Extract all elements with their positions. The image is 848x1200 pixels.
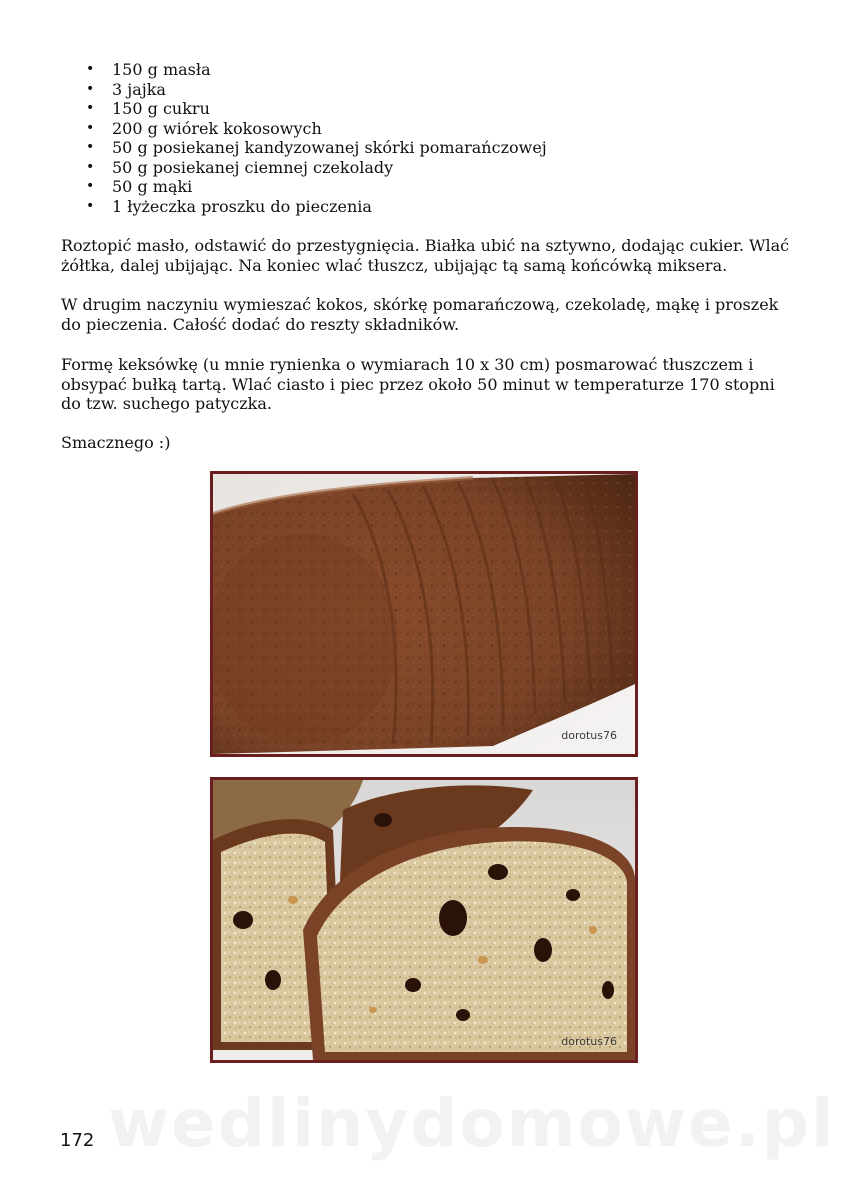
- instruction-paragraph-2: W drugim naczyniu wymieszać kokos, skórkę pomarańczową, czekoladę, mąkę i proszek do pieczenia. Całość dodać do reszty składników.: [61, 295, 779, 334]
- cake-loaf-image: [213, 474, 635, 754]
- list-item: • 50 g posiekanej ciemnej czekolady: [112, 158, 547, 178]
- cake-loaf-photo: [210, 471, 638, 757]
- photo-credit: dorotus76: [561, 729, 617, 742]
- closing-line: Smacznego :): [61, 433, 171, 452]
- photo-credit: dorotus76: [561, 1035, 617, 1048]
- instruction-paragraph-1: Roztopić masło, odstawić do przestygnięcia. Białka ubić na sztywno, dodając cukier. Wlać żółtka, dalej ubijając. Na koniec wlać tłuszcz, ubijając tą samą końcówką miksera.: [61, 236, 790, 275]
- cake-slices-image: [213, 780, 635, 1060]
- list-item: • 200 g wiórek kokosowych: [112, 119, 547, 139]
- list-item: • 50 g posiekanej kandyzowanej skórki pomarańczowej: [112, 138, 547, 158]
- instruction-paragraph-3: Formę keksówkę (u mnie rynienka o wymiarach 10 x 30 cm) posmarować tłuszczem i obsypać bułką tartą. Wlać ciasto i piec przez około 50 minut w temperaturze 170 stopni do tzw. suchego patyczka.: [61, 355, 775, 413]
- list-item: • 50 g mąki: [112, 177, 547, 197]
- list-item: • 1 łyżeczka proszku do pieczenia: [112, 197, 547, 217]
- cake-slices-photo: [210, 777, 638, 1063]
- list-item: • 150 g masła: [112, 60, 547, 80]
- page-number: 172: [60, 1130, 95, 1151]
- ingredient-list: [60, 60, 547, 216]
- list-item: • 3 jajka: [112, 80, 547, 100]
- watermark: wedlinydomowe.pl: [108, 1085, 836, 1162]
- list-item: • 150 g cukru: [112, 99, 547, 119]
